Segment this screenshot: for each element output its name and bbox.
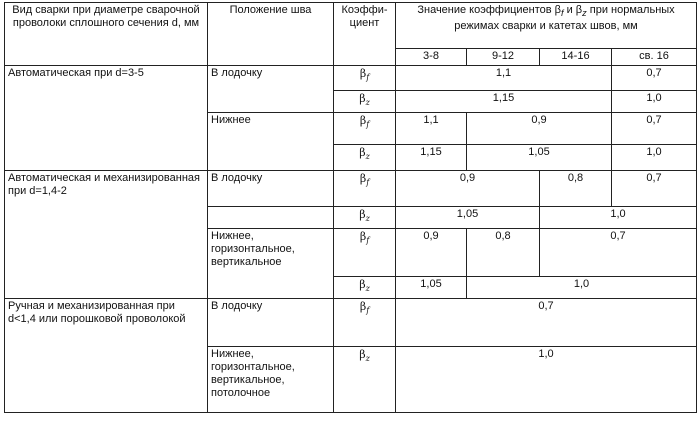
coef-beta-z: $\beta_z$ (334, 145, 396, 171)
header-values: Значение коэффициентов $\beta_f$ и $\beta_z$ при нормальных режимах сварки и катетах швов, мм (396, 3, 697, 49)
coef-beta-f: $\beta_f$ (334, 299, 396, 347)
value-cell: 1,05 (396, 277, 467, 299)
value-cell: 0,7 (612, 113, 697, 145)
coef-beta-f: $\beta_f$ (334, 66, 396, 91)
value-cell: 0,7 (540, 229, 697, 277)
value-cell: 0,7 (612, 66, 697, 91)
weld-type-automatic-mechanized-1-4-2: Автоматическая и механизированная при d=1,4-2 (5, 171, 208, 299)
coef-beta-z: $\beta_z$ (334, 207, 396, 229)
header-coefficient: Коэффи-циент (334, 3, 396, 66)
header-range-9-12: 9-12 (467, 49, 540, 66)
value-cell: 1,1 (396, 113, 467, 145)
coef-beta-z: $\beta_z$ (334, 277, 396, 299)
position-all: Нижнее, горизонтальное, вертикальное, потолочное (208, 347, 334, 413)
coefficient-table (4, 2, 697, 413)
position-empty (208, 207, 334, 229)
coef-beta-z: $\beta_z$ (334, 91, 396, 113)
value-cell: 0,7 (612, 171, 697, 207)
header-weld-type: Вид сварки при диаметре сварочной проволоки сплошного сечения d, мм (5, 3, 208, 66)
position-boat: В лодочку (208, 299, 334, 347)
position-flat-horizontal-vertical: Нижнее, горизонтальное, вертикальное (208, 229, 334, 299)
position-boat: В лодочку (208, 66, 334, 113)
value-cell: 0,9 (396, 229, 467, 277)
header-range-3-8: 3-8 (396, 49, 467, 66)
position-boat: В лодочку (208, 171, 334, 207)
value-cell: 1,05 (467, 145, 612, 171)
value-cell: 1,0 (612, 145, 697, 171)
value-cell: 1,0 (396, 347, 697, 413)
position-flat: Нижнее (208, 113, 334, 171)
value-cell: 0,9 (467, 113, 612, 145)
value-cell: 1,0 (612, 91, 697, 113)
value-cell: 1,0 (467, 277, 697, 299)
value-cell: 1,0 (540, 207, 697, 229)
coef-beta-f: $\beta_f$ (334, 229, 396, 277)
value-cell: 0,8 (467, 229, 540, 277)
value-cell: 1,15 (396, 145, 467, 171)
header-range-14-16: 14-16 (540, 49, 612, 66)
weld-type-automatic-3-5: Автоматическая при d=3-5 (5, 66, 208, 171)
value-cell: 1,1 (396, 66, 612, 91)
coef-beta-f: $\beta_f$ (334, 113, 396, 145)
value-cell: 0,9 (396, 171, 540, 207)
value-cell: 0,7 (396, 299, 697, 347)
header-seam-position: Положение шва (208, 3, 334, 66)
value-cell: 1,15 (396, 91, 612, 113)
coef-beta-z: $\beta_z$ (334, 347, 396, 413)
coef-beta-f: $\beta_f$ (334, 171, 396, 207)
value-cell: 0,8 (540, 171, 612, 207)
value-cell: 1,05 (396, 207, 540, 229)
weld-type-manual-mechanized: Ручная и механизированная при d<1,4 или порошковой проволокой (5, 299, 208, 413)
header-range-over-16: св. 16 (612, 49, 697, 66)
